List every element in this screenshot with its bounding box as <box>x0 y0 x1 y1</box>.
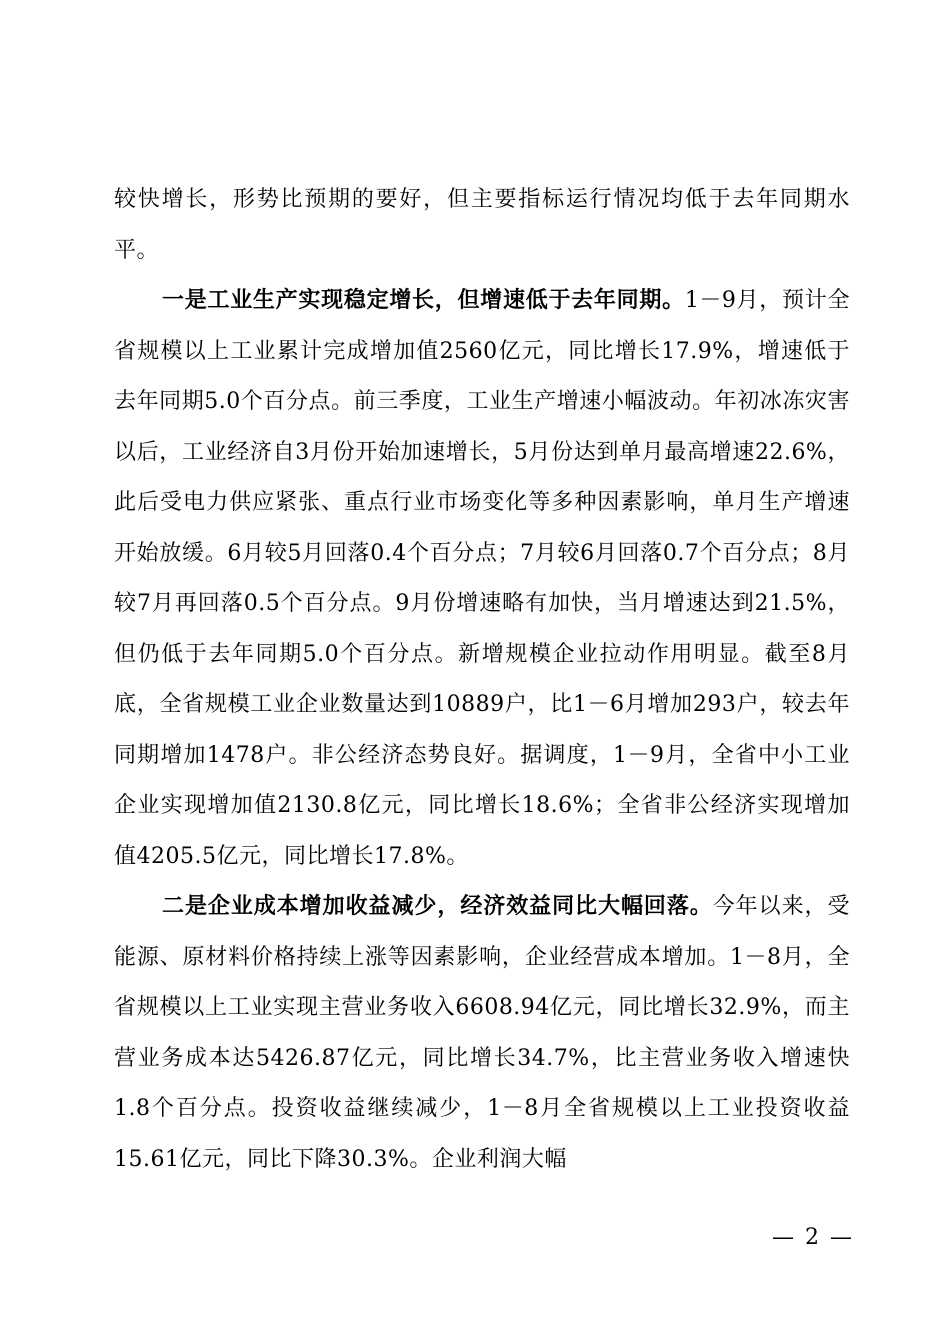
paragraph-body: 1－9月，预计全省规模以上工业累计完成增加值2560亿元，同比增长17.9%，增速低于去年同期5.0个百分点。前三季度，工业生产增速小幅波动。年初冰冻灾害以后，工业经济自3月份开始加速增长，5月份达到单月最高增速22.6%，此后受电力供应紧张、重点行业市场变化等多种因素影响，单月生产增速开始放缓。6月较5月回落0.4个百分点；7月较6月回落0.7个百分点；8月较7月再回落0.5个百分点。9月份增速略有加快，当月增速达到21.5%，但仍低于去年同期5.0个百分点。新增规模企业拉动作用明显。截至8月底，全省规模工业企业数量达到10889户，比1－6月增加293户，较去年同期增加1478户。非公经济态势良好。据调度，1－9月，全省中小工业企业实现增加值2130.8亿元，同比增长18.6%；全省非公经济实现增加值4205.5亿元，同比增长17.8%。 <box>114 288 850 869</box>
paragraph-continuation <box>114 175 850 276</box>
page-number: — 2 — <box>772 1225 854 1250</box>
paragraph-lead: 一是工业生产实现稳定增长，但增速低于去年同期。 <box>162 288 685 313</box>
paragraph-body: 较快增长，形势比预期的要好，但主要指标运行情况均低于去年同期水平。 <box>114 187 850 263</box>
paragraph-lead: 二是企业成本增加收益减少，经济效益同比大幅回落。 <box>162 894 713 919</box>
paragraph-body: 今年以来，受能源、原材料价格持续上涨等因素影响，企业经营成本增加。1－8月，全省规模以上工业实现主营业务收入6608.94亿元，同比增长32.9%，而主营业务成本达5426.87亿元，同比增长34.7%，比主营业务收入增速快1.8个百分点。投资收益继续减少，1－8月全省规模以上工业投资收益15.61亿元，同比下降30.3%。企业利润大幅 <box>114 894 850 1172</box>
paragraph-enterprise-costs <box>114 882 850 1185</box>
document-body <box>114 175 850 1185</box>
paragraph-industrial-production <box>114 276 850 882</box>
